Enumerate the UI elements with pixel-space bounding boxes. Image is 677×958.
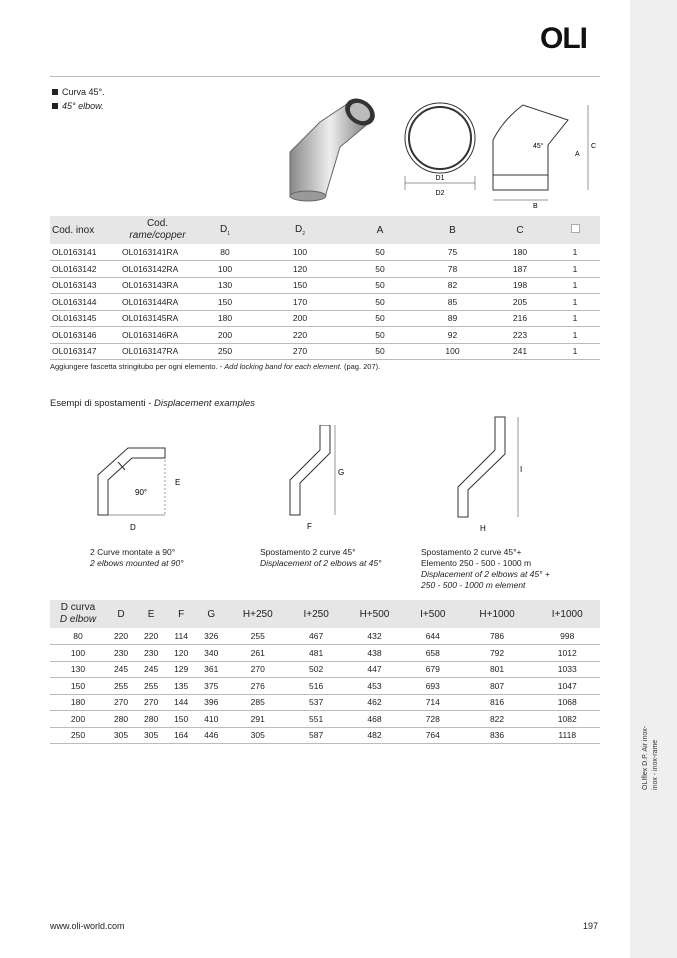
svg-text:F: F <box>307 522 312 531</box>
table-cell: 822 <box>460 711 535 728</box>
table-cell: OL0163146 <box>50 327 120 344</box>
table-cell: 216 <box>490 310 550 327</box>
table-cell: 658 <box>406 645 460 662</box>
table-row <box>50 645 600 662</box>
table-cell: 205 <box>490 294 550 311</box>
label-angle: 45° <box>533 143 544 150</box>
table-cell: OL0163147RA <box>120 343 195 360</box>
table-cell: 396 <box>196 694 226 711</box>
table-cell: 114 <box>166 628 196 645</box>
table-cell: 516 <box>289 678 343 695</box>
table-row <box>50 727 600 744</box>
box-icon <box>550 216 600 244</box>
table-cell: 82 <box>415 277 490 294</box>
table-cell: OL0163142RA <box>120 261 195 278</box>
table-cell: 223 <box>490 327 550 344</box>
table-cell: 326 <box>196 628 226 645</box>
table-cell: 78 <box>415 261 490 278</box>
table-cell: 280 <box>136 711 166 728</box>
svg-text:G: G <box>338 468 345 477</box>
table-cell: OL0163141RA <box>120 244 195 261</box>
table-cell: 291 <box>226 711 289 728</box>
table-cell: OL0163147 <box>50 343 120 360</box>
table-cell: 80 <box>50 628 106 645</box>
table-cell: 551 <box>289 711 343 728</box>
table-cell: 792 <box>460 645 535 662</box>
table-cell: 714 <box>406 694 460 711</box>
svg-text:H: H <box>480 524 486 533</box>
table-cell: 728 <box>406 711 460 728</box>
table-row <box>50 661 600 678</box>
table-cell: OL0163145 <box>50 310 120 327</box>
table-cell: 276 <box>226 678 289 695</box>
table-row <box>50 327 600 344</box>
table-cell: 241 <box>490 343 550 360</box>
table-cell: 305 <box>136 727 166 744</box>
table-cell: 220 <box>106 628 136 645</box>
table-cell: 92 <box>415 327 490 344</box>
table-row <box>50 294 600 311</box>
table-cell: OL0163141 <box>50 244 120 261</box>
table-cell: 1 <box>550 244 600 261</box>
caption-element: Spostamento 2 curve 45°+ Elemento 250 - 500 - 1000 m Displacement of 2 elbows at 45° + 250 - 500 - 1000 m element <box>421 547 550 590</box>
caption-90: 2 Curve montate a 90° 2 elbows mounted at 90° <box>90 547 184 568</box>
table-cell: 340 <box>196 645 226 662</box>
table-cell: 135 <box>166 678 196 695</box>
table-cell: OL0163143 <box>50 277 120 294</box>
table-cell: 998 <box>534 628 600 645</box>
table-row <box>50 310 600 327</box>
table-cell: 1118 <box>534 727 600 744</box>
table-cell: 50 <box>345 244 415 261</box>
table-cell: 50 <box>345 294 415 311</box>
label-c: C <box>591 143 597 150</box>
table-row <box>50 678 600 695</box>
example-45-drawing <box>285 425 355 535</box>
table-cell: 80 <box>195 244 255 261</box>
section-drawing <box>400 100 490 200</box>
table-cell: 468 <box>343 711 406 728</box>
table-cell: 801 <box>460 661 535 678</box>
svg-text:D: D <box>130 523 136 532</box>
table-cell: 50 <box>345 343 415 360</box>
table-cell: 1033 <box>534 661 600 678</box>
table-cell: 85 <box>415 294 490 311</box>
page-number: 197 <box>583 921 599 931</box>
table-cell: OL0163142 <box>50 261 120 278</box>
table-cell: 361 <box>196 661 226 678</box>
table-cell: 120 <box>166 645 196 662</box>
table-cell: 447 <box>343 661 406 678</box>
table-cell: 587 <box>289 727 343 744</box>
table-cell: 200 <box>50 711 106 728</box>
title-it: Curva 45°. <box>52 87 105 97</box>
table-cell: 807 <box>460 678 535 695</box>
table-cell: 245 <box>136 661 166 678</box>
table-cell: 467 <box>289 628 343 645</box>
elbow-drawing <box>488 100 603 210</box>
side-label: OLIflex D.P. Air inox- inox - inox-rame <box>642 725 659 790</box>
table-cell: 230 <box>106 645 136 662</box>
table-cell: 1 <box>550 327 600 344</box>
table-cell: 537 <box>289 694 343 711</box>
table-cell: 170 <box>255 294 345 311</box>
table-cell: 438 <box>343 645 406 662</box>
table-cell: 1 <box>550 261 600 278</box>
table-cell: 270 <box>136 694 166 711</box>
table-cell: 150 <box>255 277 345 294</box>
table-cell: 1047 <box>534 678 600 695</box>
table-cell: 250 <box>50 727 106 744</box>
elbow-photo <box>270 92 390 207</box>
caption-45: Spostamento 2 curve 45° Displacement of 2 elbows at 45° <box>260 547 382 568</box>
table-cell: 150 <box>166 711 196 728</box>
table-cell: 50 <box>345 277 415 294</box>
table-header: Cod. inox Cod. rame/copper $D_1$ $D_2$ A B C <box>50 216 600 244</box>
table-cell: 50 <box>345 327 415 344</box>
table-cell: 270 <box>255 343 345 360</box>
table-cell: 270 <box>106 694 136 711</box>
table-cell: 180 <box>490 244 550 261</box>
table-cell: 100 <box>50 645 106 662</box>
label-d1: D1 <box>435 175 445 182</box>
table-cell: OL0163143RA <box>120 277 195 294</box>
table-cell: 1 <box>550 294 600 311</box>
example-element-drawing <box>450 412 530 537</box>
side-band <box>630 0 677 958</box>
table-cell: 198 <box>490 277 550 294</box>
table-cell: 180 <box>50 694 106 711</box>
example-90-drawing <box>90 440 190 535</box>
table-cell: 130 <box>50 661 106 678</box>
table-cell: 270 <box>226 661 289 678</box>
table-cell: 644 <box>406 628 460 645</box>
table-cell: 1082 <box>534 711 600 728</box>
table-cell: 230 <box>136 645 166 662</box>
table-cell: 220 <box>255 327 345 344</box>
table-cell: 245 <box>106 661 136 678</box>
table-cell: 200 <box>255 310 345 327</box>
table-cell: 816 <box>460 694 535 711</box>
table-cell: 75 <box>415 244 490 261</box>
table-cell: 255 <box>226 628 289 645</box>
table-cell: 482 <box>343 727 406 744</box>
table-cell: 255 <box>136 678 166 695</box>
table-cell: 764 <box>406 727 460 744</box>
table-cell: 250 <box>195 343 255 360</box>
svg-text:90°: 90° <box>135 488 148 497</box>
table-row <box>50 694 600 711</box>
table-row <box>50 343 600 360</box>
footer-url[interactable]: www.oli-world.com <box>50 921 125 931</box>
displacement-table <box>50 600 600 744</box>
table-cell: 255 <box>106 678 136 695</box>
table-cell: 1 <box>550 310 600 327</box>
table-cell: 305 <box>226 727 289 744</box>
table-cell: 120 <box>255 261 345 278</box>
table-cell: 410 <box>196 711 226 728</box>
section-title: Esempi di spostamenti - Displacement examples <box>50 398 255 409</box>
table-header: D curva D elbow D E F G H+250 I+250 H+500 I+500 H+1000 I+1000 <box>50 600 600 628</box>
table-cell: 502 <box>289 661 343 678</box>
table-cell: 1 <box>550 277 600 294</box>
table-cell: 462 <box>343 694 406 711</box>
table-cell: 432 <box>343 628 406 645</box>
table-cell: 1012 <box>534 645 600 662</box>
table-cell: OL0163146RA <box>120 327 195 344</box>
table-cell: 130 <box>195 277 255 294</box>
table-cell: 693 <box>406 678 460 695</box>
table-cell: 180 <box>195 310 255 327</box>
table-cell: 1068 <box>534 694 600 711</box>
table-cell: 100 <box>255 244 345 261</box>
svg-text:E: E <box>175 478 181 487</box>
table-cell: 50 <box>345 261 415 278</box>
table-cell: 164 <box>166 727 196 744</box>
table-row <box>50 711 600 728</box>
label-a: A <box>575 151 580 158</box>
table-cell: OL0163145RA <box>120 310 195 327</box>
table-cell: 305 <box>106 727 136 744</box>
svg-text:I: I <box>520 465 523 474</box>
table-cell: 679 <box>406 661 460 678</box>
table-cell: OL0163144 <box>50 294 120 311</box>
label-b: B <box>533 203 538 210</box>
table-cell: 1 <box>550 343 600 360</box>
table-cell: OL0163144RA <box>120 294 195 311</box>
divider <box>50 76 600 77</box>
table-cell: 261 <box>226 645 289 662</box>
table-row <box>50 244 600 261</box>
label-d2: D2 <box>435 190 445 197</box>
table-cell: 220 <box>136 628 166 645</box>
table-cell: 786 <box>460 628 535 645</box>
product-table <box>50 216 600 360</box>
table-row <box>50 277 600 294</box>
table-cell: 200 <box>195 327 255 344</box>
table-cell: 100 <box>415 343 490 360</box>
table-cell: 453 <box>343 678 406 695</box>
table-cell: 50 <box>345 310 415 327</box>
table-cell: 280 <box>106 711 136 728</box>
table-cell: 187 <box>490 261 550 278</box>
table-cell: 129 <box>166 661 196 678</box>
table-cell: 100 <box>195 261 255 278</box>
table-cell: 481 <box>289 645 343 662</box>
table-cell: 446 <box>196 727 226 744</box>
note: Aggiungere fascetta stringitubo per ogni elemento. - Add locking band for each element. (pag. 207). <box>50 362 381 371</box>
table-cell: 89 <box>415 310 490 327</box>
table-cell: 150 <box>50 678 106 695</box>
logo: OLI <box>540 22 587 55</box>
table-row <box>50 628 600 645</box>
table-cell: 285 <box>226 694 289 711</box>
table-cell: 836 <box>460 727 535 744</box>
table-cell: 144 <box>166 694 196 711</box>
table-cell: 150 <box>195 294 255 311</box>
title-en: 45° elbow. <box>52 101 104 111</box>
table-row <box>50 261 600 278</box>
table-cell: 375 <box>196 678 226 695</box>
